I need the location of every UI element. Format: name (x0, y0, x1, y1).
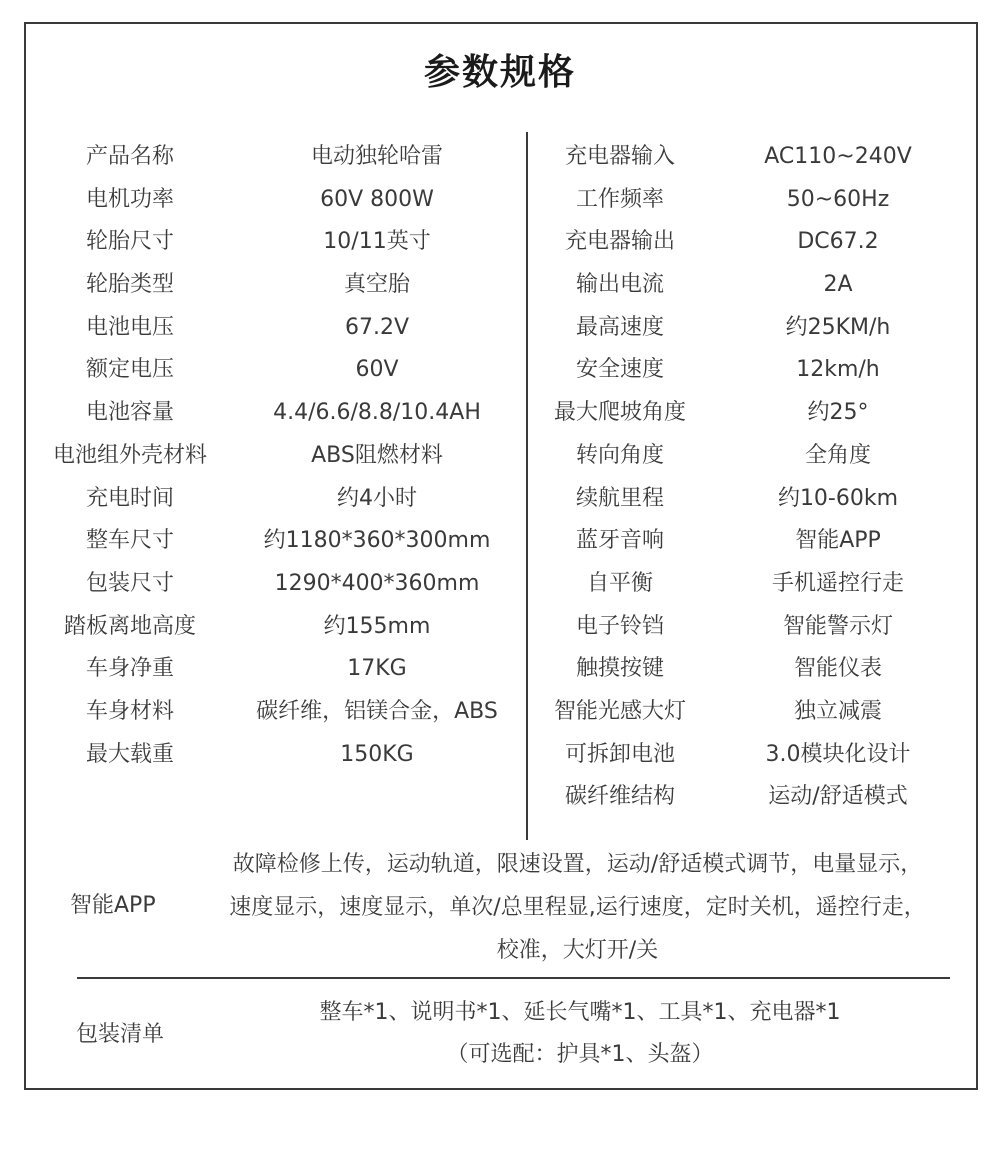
app-features-label: 智能APP (70, 893, 156, 918)
app-features-line: 故障检修上传，运动轨道，限速设置，运动/舒适模式调节，电量显示， (232, 852, 923, 877)
spec-value: AC110~240V (764, 144, 912, 169)
spec-value: 2A (823, 272, 853, 298)
spec-row (535, 264, 963, 307)
spec-key: 产品名称 (85, 144, 174, 169)
spec-row (30, 349, 522, 392)
spec-key: 可拆卸电池 (564, 741, 675, 767)
spec-key: 续航里程 (575, 485, 664, 511)
spec-value: 手机遥控行走 (771, 570, 904, 596)
spec-value: 全角度 (804, 442, 871, 468)
spec-row (30, 691, 522, 734)
spec-value: 约1180*360*300mm (263, 528, 491, 554)
spec-key: 电子铃铛 (575, 613, 664, 639)
spec-row (30, 136, 522, 179)
spec-row (535, 349, 963, 392)
spec-row (30, 478, 522, 521)
spec-key: 转向角度 (575, 442, 664, 468)
spec-row (535, 776, 963, 819)
spec-row (535, 435, 963, 478)
spec-key: 轮胎类型 (85, 272, 174, 298)
spec-row (30, 606, 522, 649)
spec-value: 约10-60km (777, 485, 899, 511)
spec-row (30, 648, 522, 691)
spec-row (30, 179, 522, 222)
spec-key: 车身净重 (85, 656, 174, 682)
spec-row (535, 221, 963, 264)
left-spec-table (30, 136, 522, 776)
spec-row (535, 392, 963, 435)
spec-value: 约25KM/h (785, 314, 891, 340)
right-spec-table (535, 136, 963, 819)
spec-row (30, 435, 522, 478)
spec-key: 输出电流 (575, 272, 664, 298)
spec-row (535, 606, 963, 649)
spec-row (535, 648, 963, 691)
spec-row (30, 221, 522, 264)
spec-row (535, 307, 963, 350)
spec-value: 12km/h (796, 357, 880, 383)
spec-value: DC67.2 (797, 229, 879, 255)
spec-value: 智能警示灯 (782, 613, 893, 639)
spec-key: 车身材料 (85, 698, 174, 724)
spec-value: 150KG (340, 741, 414, 767)
spec-key: 轮胎尺寸 (85, 229, 174, 255)
spec-value: 碳纤维，铝镁合金，ABS (256, 698, 498, 724)
spec-value: 约4小时 (337, 485, 417, 511)
spec-key: 最大载重 (85, 741, 174, 767)
spec-key: 蓝牙音响 (575, 528, 664, 554)
spec-value: 独立减震 (793, 698, 882, 724)
spec-value: 60V 800W (320, 186, 434, 212)
spec-value: 50~60Hz (786, 186, 890, 212)
column-divider (526, 132, 528, 840)
spec-key: 充电时间 (85, 485, 174, 511)
spec-value: 运动/舒适模式 (768, 784, 908, 810)
spec-key: 电池电压 (85, 314, 174, 340)
spec-value: 智能APP (795, 528, 881, 554)
spec-value: 3.0模块化设计 (765, 741, 911, 767)
spec-row (30, 264, 522, 307)
spec-row (30, 520, 522, 563)
spec-key: 整车尺寸 (85, 528, 174, 554)
spec-key: 最大爬坡角度 (553, 400, 686, 426)
spec-key: 踏板离地高度 (63, 613, 196, 639)
spec-value: 17KG (347, 656, 407, 682)
spec-key: 电池组外壳材料 (52, 442, 207, 468)
spec-value: 1290*400*360mm (274, 570, 480, 596)
packing-list-line: （可选配：护具*1、头盔） (446, 1042, 714, 1067)
spec-row (30, 734, 522, 777)
spec-key: 工作频率 (575, 186, 664, 212)
spec-row (30, 392, 522, 435)
spec-value: ABS阻燃材料 (311, 442, 443, 468)
packing-list-label: 包装清单 (76, 1022, 165, 1047)
spec-key: 触摸按键 (575, 656, 664, 682)
spec-key: 电机功率 (85, 186, 174, 212)
spec-row (30, 307, 522, 350)
spec-key: 最高速度 (575, 314, 664, 340)
spec-key: 包装尺寸 (85, 570, 174, 596)
spec-value: 4.4/6.6/8.8/10.4AH (273, 400, 481, 426)
section-divider (77, 977, 950, 979)
page-title: 参数规格 (423, 52, 576, 93)
spec-key: 碳纤维结构 (564, 784, 675, 810)
spec-row (535, 563, 963, 606)
spec-row (535, 179, 963, 222)
spec-key: 智能光感大灯 (553, 698, 686, 724)
spec-value: 60V (355, 357, 399, 383)
spec-value: 电动独轮哈雷 (310, 144, 443, 169)
spec-key: 电池容量 (85, 400, 174, 426)
spec-value: 真空胎 (343, 272, 410, 298)
spec-key: 充电器输出 (564, 229, 675, 255)
spec-value: 67.2V (344, 314, 410, 340)
spec-key: 安全速度 (575, 357, 664, 383)
packing-list-line: 整车*1、说明书*1、延长气嘴*1、工具*1、充电器*1 (319, 1000, 841, 1025)
spec-row (535, 520, 963, 563)
app-features-line: 速度显示，速度显示，单次/总里程显,运行速度，定时关机，遥控行走， (229, 895, 926, 920)
packing-list-text (220, 992, 940, 1076)
app-features-text (190, 843, 965, 972)
spec-row (535, 691, 963, 734)
spec-key: 额定电压 (85, 357, 174, 383)
spec-value: 智能仪表 (793, 656, 882, 682)
spec-value: 约25° (807, 400, 869, 426)
spec-value: 约155mm (323, 613, 431, 639)
spec-row (535, 136, 963, 179)
spec-row (30, 563, 522, 606)
spec-row (535, 478, 963, 521)
spec-key: 自平衡 (586, 570, 653, 596)
app-features-line: 校准，大灯开/关 (496, 938, 659, 963)
spec-row (535, 734, 963, 777)
spec-key: 充电器输入 (564, 144, 675, 169)
spec-value: 10/11英寸 (323, 229, 431, 255)
